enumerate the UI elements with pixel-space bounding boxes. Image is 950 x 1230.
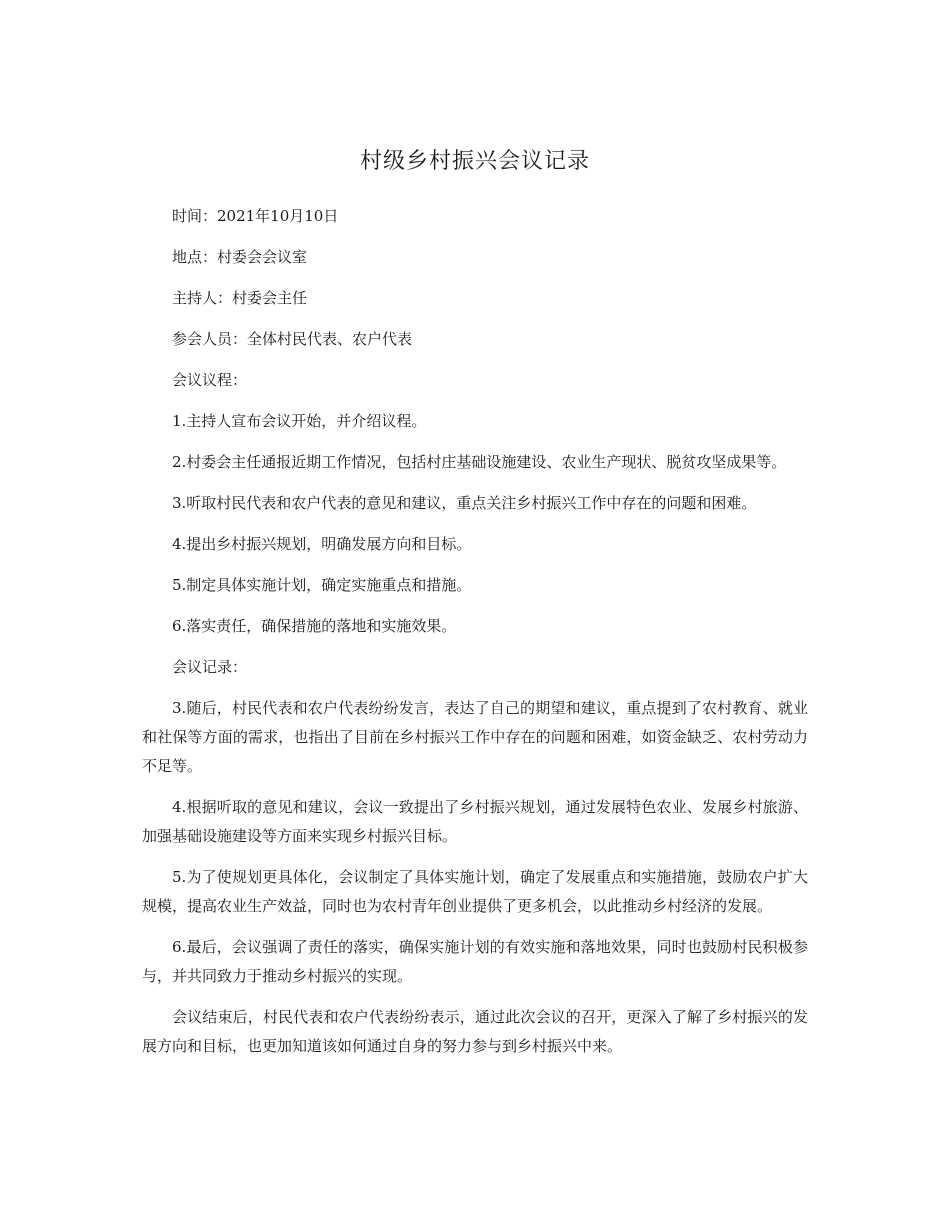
minutes-item: 4.根据听取的意见和建议，会议一致提出了乡村振兴规划，通过发展特色农业、发展乡村旅游、加强基础设施建设等方面来实现乡村振兴目标。 <box>142 798 808 845</box>
minutes-heading: 会议记录： <box>172 658 248 676</box>
document-title: 村级乡村振兴会议记录 <box>359 149 590 174</box>
agenda-item: 5.制定具体实施计划，确定实施重点和措施。 <box>172 576 472 594</box>
minutes-item: 5.为了使规划更具体化，会议制定了具体实施计划，确定了发展重点和实施措施，鼓励农户扩大规模，提高农业生产效益，同时也为农村青年创业提供了更多机会，以此推动乡村经济的发展。 <box>142 868 808 915</box>
agenda-item: 6.落实责任，确保措施的落地和实施效果。 <box>172 617 457 635</box>
meeting-attendees: 参会人员：全体村民代表、农户代表 <box>172 330 413 348</box>
closing-paragraph: 会议结束后，村民代表和农户代表纷纷表示，通过此次会议的召开，更深入了解了乡村振兴的发展方向和目标，也更加知道该如何通过自身的努力参与到乡村振兴中来。 <box>142 1008 808 1055</box>
meeting-time: 时间：2021年10月10日 <box>172 207 339 225</box>
meeting-host: 主持人：村委会主任 <box>172 289 308 307</box>
agenda-heading: 会议议程： <box>172 371 248 389</box>
minutes-item: 3.随后，村民代表和农户代表纷纷发言，表达了自己的期望和建议，重点提到了农村教育、就业和社保等方面的需求，也指出了目前在乡村振兴工作中存在的问题和困难，如资金缺乏、农村劳动力不足等。 <box>142 699 808 775</box>
agenda-item: 4.提出乡村振兴规划，明确发展方向和目标。 <box>172 535 472 553</box>
meeting-location: 地点：村委会会议室 <box>172 248 308 266</box>
agenda-item: 3.听取村民代表和农户代表的意见和建议，重点关注乡村振兴工作中存在的问题和困难。 <box>172 494 757 512</box>
minutes-item: 6.最后，会议强调了责任的落实，确保实施计划的有效实施和落地效果，同时也鼓励村民积极参与，并共同致力于推动乡村振兴的实现。 <box>142 938 808 985</box>
agenda-item: 2.村委会主任通报近期工作情况，包括村庄基础设施建设、农业生产现状、脱贫攻坚成果等。 <box>172 453 787 471</box>
agenda-item: 1.主持人宣布会议开始，并介绍议程。 <box>172 412 427 430</box>
